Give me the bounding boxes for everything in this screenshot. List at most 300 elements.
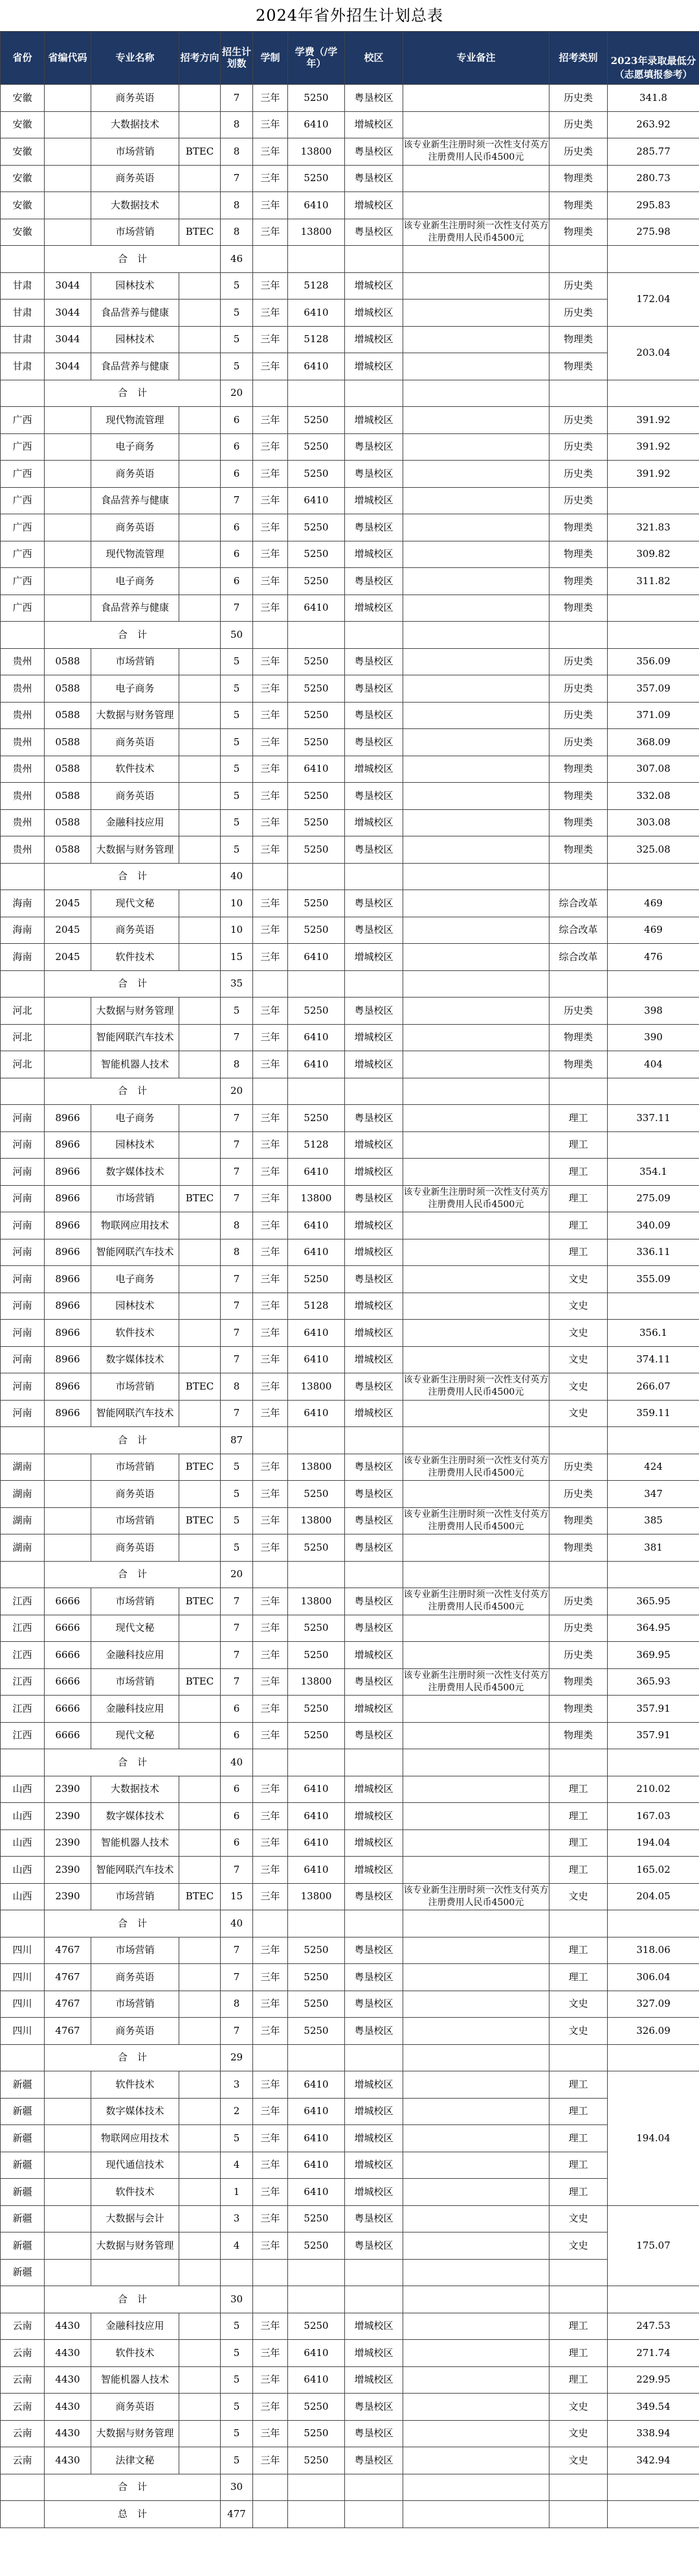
fee-cell: 6410: [288, 2340, 345, 2367]
subtotal-label: 合 计: [45, 2044, 221, 2071]
remark-cell: [403, 2152, 549, 2179]
score-cell: 476: [608, 944, 699, 971]
province-cell: 新疆: [1, 2232, 45, 2260]
direction-cell: [179, 2232, 221, 2260]
campus-cell: 增城校区: [345, 1239, 403, 1266]
direction-cell: [179, 1937, 221, 1964]
major-cell: 数字媒体技术: [91, 1346, 179, 1373]
grand-total-label: 总 计: [45, 2501, 221, 2528]
fee-cell: 13800: [288, 1588, 345, 1615]
major-cell: 大数据技术: [91, 111, 179, 138]
years-cell: 三年: [253, 165, 288, 192]
fee-cell: 5250: [288, 1722, 345, 1749]
fee-cell: 5250: [288, 836, 345, 864]
major-cell: 商务英语: [91, 165, 179, 192]
fee-cell: 5128: [288, 1131, 345, 1159]
table-row: [1, 944, 699, 971]
years-cell: 三年: [253, 809, 288, 836]
plan-cell: 5: [221, 2420, 253, 2447]
fee-cell: 5250: [288, 1937, 345, 1964]
major-cell: 市场营销: [91, 1373, 179, 1401]
plan-cell: 6: [221, 541, 253, 568]
province-cell: 山西: [1, 1776, 45, 1803]
empty-cell: [288, 1427, 345, 1454]
code-cell: 6666: [45, 1615, 91, 1642]
category-cell: 理工: [549, 1964, 608, 1991]
major-cell: 大数据与财务管理: [91, 2232, 179, 2260]
direction-cell: [179, 461, 221, 488]
remark-cell: [403, 1937, 549, 1964]
subtotal-label: 合 计: [45, 622, 221, 649]
empty-cell: [253, 1078, 288, 1105]
direction-cell: [179, 2394, 221, 2421]
empty-cell: [608, 1749, 699, 1776]
code-cell: 2045: [45, 917, 91, 944]
years-cell: 三年: [253, 1131, 288, 1159]
table-row: [1, 2071, 699, 2099]
header-category: 招考类别: [549, 32, 608, 85]
empty-cell: [403, 2501, 549, 2528]
score-cell: 337.11: [608, 1105, 699, 1132]
table-row: [1, 595, 699, 622]
remark-cell: [403, 192, 549, 219]
plan-cell: 5: [221, 783, 253, 810]
remark-cell: [403, 944, 549, 971]
code-cell: 8966: [45, 1373, 91, 1401]
category-cell: 历史类: [549, 998, 608, 1025]
major-cell: 智能机器人技术: [91, 2366, 179, 2394]
code-cell: [45, 2179, 91, 2206]
table-row: [1, 2098, 699, 2125]
major-cell: 智能网联汽车技术: [91, 1024, 179, 1051]
table-row: [1, 1964, 699, 1991]
province-cell: 安徽: [1, 138, 45, 166]
years-cell: 三年: [253, 2098, 288, 2125]
table-row: [1, 2152, 699, 2179]
direction-cell: [179, 1293, 221, 1320]
remark-cell: [403, 809, 549, 836]
direction-cell: [179, 890, 221, 917]
direction-cell: [179, 1266, 221, 1293]
province-cell: 河南: [1, 1159, 45, 1186]
plan-cell: 1: [221, 2179, 253, 2206]
remark-cell: [403, 514, 549, 541]
direction-cell: BTEC: [179, 1185, 221, 1212]
code-cell: [45, 433, 91, 461]
province-cell: 广西: [1, 407, 45, 434]
plan-cell: 8: [221, 192, 253, 219]
campus-cell: 粤垦校区: [345, 165, 403, 192]
category-cell: 理工: [549, 1212, 608, 1239]
code-cell: 2390: [45, 1883, 91, 1910]
years-cell: 三年: [253, 487, 288, 514]
empty-cell: [608, 2474, 699, 2501]
province-cell: 新疆: [1, 2152, 45, 2179]
table-row: [1, 1857, 699, 1884]
score-cell: 266.07: [608, 1373, 699, 1401]
remark-cell: [403, 1534, 549, 1562]
direction-cell: [179, 1857, 221, 1884]
remark-cell: [403, 2420, 549, 2447]
major-cell: 金融科技应用: [91, 2313, 179, 2340]
table-row: [1, 1024, 699, 1051]
code-cell: 8966: [45, 1159, 91, 1186]
major-cell: 园林技术: [91, 326, 179, 353]
campus-cell: 粤垦校区: [345, 1266, 403, 1293]
major-cell: 大数据与财务管理: [91, 2420, 179, 2447]
code-cell: 8966: [45, 1239, 91, 1266]
campus-cell: 增城校区: [345, 1400, 403, 1427]
fee-cell: 5250: [288, 783, 345, 810]
table-row: [1, 2340, 699, 2367]
category-cell: 文史: [549, 2205, 608, 2232]
years-cell: 三年: [253, 890, 288, 917]
years-cell: 三年: [253, 138, 288, 166]
category-cell: 文史: [549, 2232, 608, 2260]
direction-cell: [179, 2313, 221, 2340]
plan-cell: 5: [221, 2340, 253, 2367]
subtotal-value: 40: [221, 1749, 253, 1776]
score-cell: 404: [608, 1051, 699, 1078]
campus-cell: 增城校区: [345, 2313, 403, 2340]
remark-cell: [403, 998, 549, 1025]
province-cell: 广西: [1, 433, 45, 461]
direction-cell: [179, 1024, 221, 1051]
plan-cell: 3: [221, 2205, 253, 2232]
category-cell: 物理类: [549, 595, 608, 622]
plan-cell: 6: [221, 514, 253, 541]
major-cell: 市场营销: [91, 1454, 179, 1481]
fee-cell: 5250: [288, 998, 345, 1025]
empty-cell: [403, 1561, 549, 1588]
score-cell: 172.04: [608, 272, 699, 326]
major-cell: 电子商务: [91, 433, 179, 461]
category-cell: 理工: [549, 1239, 608, 1266]
subtotal-label: 合 计: [45, 246, 221, 273]
remark-cell: [403, 85, 549, 112]
campus-cell: 粤垦校区: [345, 1534, 403, 1562]
direction-cell: [179, 2259, 221, 2286]
campus-cell: 粤垦校区: [345, 1105, 403, 1132]
remark-cell: [403, 2340, 549, 2367]
major-cell: 大数据与财务管理: [91, 998, 179, 1025]
empty-cell: [253, 1749, 288, 1776]
plan-cell: 15: [221, 1883, 253, 1910]
major-cell: 现代物流管理: [91, 541, 179, 568]
table-row: [1, 1266, 699, 1293]
province-cell: 海南: [1, 944, 45, 971]
years-cell: 三年: [253, 2394, 288, 2421]
plan-cell: 7: [221, 1131, 253, 1159]
remark-cell: [403, 1266, 549, 1293]
plan-cell: 5: [221, 326, 253, 353]
years-cell: 三年: [253, 326, 288, 353]
direction-cell: [179, 595, 221, 622]
empty-cell: [608, 622, 699, 649]
province-cell: 河南: [1, 1293, 45, 1320]
remark-cell: [403, 1131, 549, 1159]
campus-cell: 粤垦校区: [345, 1373, 403, 1401]
code-cell: 8966: [45, 1131, 91, 1159]
table-row: [1, 1051, 699, 1078]
table-row: [1, 2125, 699, 2152]
years-cell: 三年: [253, 85, 288, 112]
years-cell: 三年: [253, 1668, 288, 1696]
category-cell: 文史: [549, 1883, 608, 1910]
empty-cell: [345, 2474, 403, 2501]
table-row: [1, 1829, 699, 1857]
score-cell: 364.95: [608, 1615, 699, 1642]
code-cell: 2390: [45, 1776, 91, 1803]
campus-cell: 粤垦校区: [345, 2394, 403, 2421]
direction-cell: [179, 514, 221, 541]
empty-cell: [345, 1561, 403, 1588]
empty-cell: [549, 2501, 608, 2528]
empty-cell: [549, 622, 608, 649]
empty-cell: [345, 2286, 403, 2313]
empty-cell: [608, 2501, 699, 2528]
years-cell: 三年: [253, 1615, 288, 1642]
fee-cell: 5250: [288, 1105, 345, 1132]
plan-cell: 5: [221, 1534, 253, 1562]
fee-cell: 5250: [288, 1991, 345, 2018]
fee-cell: 5250: [288, 568, 345, 595]
category-cell: 综合改革: [549, 944, 608, 971]
score-cell: 295.83: [608, 192, 699, 219]
major-cell: 市场营销: [91, 1991, 179, 2018]
campus-cell: 粤垦校区: [345, 1668, 403, 1696]
province-cell: [1, 1910, 45, 1937]
empty-cell: [403, 380, 549, 407]
table-row: [1, 729, 699, 756]
province-cell: 新疆: [1, 2179, 45, 2206]
table-row: [1, 2232, 699, 2260]
category-cell: 理工: [549, 1185, 608, 1212]
category-cell: 理工: [549, 1776, 608, 1803]
campus-cell: 粤垦校区: [345, 1937, 403, 1964]
campus-cell: 增城校区: [345, 2071, 403, 2099]
score-cell: 469: [608, 917, 699, 944]
plan-cell: 7: [221, 1668, 253, 1696]
score-cell: 311.82: [608, 568, 699, 595]
code-cell: 0588: [45, 809, 91, 836]
code-cell: [45, 219, 91, 246]
score-cell: 369.95: [608, 1642, 699, 1669]
code-cell: [45, 165, 91, 192]
remark-cell: [403, 1615, 549, 1642]
score-cell: 336.11: [608, 1239, 699, 1266]
remark-cell: 该专业新生注册时须一次性支付英方注册费用人民币4500元: [403, 1454, 549, 1481]
major-cell: 食品营养与健康: [91, 300, 179, 327]
remark-cell: [403, 1642, 549, 1669]
code-cell: 3044: [45, 326, 91, 353]
major-cell: 食品营养与健康: [91, 353, 179, 380]
years-cell: 三年: [253, 2018, 288, 2045]
category-cell: 物理类: [549, 836, 608, 864]
code-cell: 6666: [45, 1668, 91, 1696]
category-cell: [549, 2259, 608, 2286]
direction-cell: [179, 1239, 221, 1266]
code-cell: [45, 1534, 91, 1562]
remark-cell: [403, 272, 549, 300]
major-cell: 软件技术: [91, 1320, 179, 1347]
grand-total-value: 477: [221, 2501, 253, 2528]
empty-cell: [288, 622, 345, 649]
fee-cell: 6410: [288, 1776, 345, 1803]
empty-cell: [403, 1078, 549, 1105]
table-row: [1, 433, 699, 461]
years-cell: 三年: [253, 2447, 288, 2474]
fee-cell: 5250: [288, 2313, 345, 2340]
fee-cell: 13800: [288, 1185, 345, 1212]
campus-cell: 粤垦校区: [345, 702, 403, 729]
province-cell: [1, 2474, 45, 2501]
score-cell: 340.09: [608, 1212, 699, 1239]
code-cell: [45, 85, 91, 112]
code-cell: 2390: [45, 1857, 91, 1884]
years-cell: 三年: [253, 192, 288, 219]
years-cell: 三年: [253, 2125, 288, 2152]
empty-cell: [253, 1561, 288, 1588]
campus-cell: 粤垦校区: [345, 514, 403, 541]
empty-cell: [345, 2501, 403, 2528]
plan-cell: 7: [221, 1588, 253, 1615]
province-cell: [1, 380, 45, 407]
plan-cell: 8: [221, 1051, 253, 1078]
province-cell: 贵州: [1, 675, 45, 703]
plan-cell: [221, 2259, 253, 2286]
subtotal-row: [1, 2286, 699, 2313]
empty-cell: [403, 1749, 549, 1776]
table-row: [1, 1105, 699, 1132]
province-cell: 山西: [1, 1803, 45, 1830]
code-cell: [45, 2152, 91, 2179]
campus-cell: 粤垦校区: [345, 1454, 403, 1481]
major-cell: 智能网联汽车技术: [91, 1400, 179, 1427]
score-cell: 204.05: [608, 1883, 699, 1910]
score-cell: 391.92: [608, 407, 699, 434]
major-cell: [91, 2259, 179, 2286]
code-cell: [45, 2125, 91, 2152]
category-cell: 历史类: [549, 487, 608, 514]
major-cell: 园林技术: [91, 272, 179, 300]
direction-cell: [179, 1776, 221, 1803]
table-row: [1, 1776, 699, 1803]
category-cell: 物理类: [549, 353, 608, 380]
subtotal-label: 合 计: [45, 1427, 221, 1454]
remark-cell: [403, 326, 549, 353]
code-cell: [45, 2259, 91, 2286]
fee-cell: 5128: [288, 1293, 345, 1320]
province-cell: 甘肃: [1, 272, 45, 300]
major-cell: 市场营销: [91, 1588, 179, 1615]
header-plan: 招生计划数: [221, 32, 253, 85]
category-cell: 历史类: [549, 1454, 608, 1481]
years-cell: 三年: [253, 2420, 288, 2447]
major-cell: 现代文秘: [91, 1615, 179, 1642]
code-cell: [45, 2205, 91, 2232]
major-cell: 金融科技应用: [91, 809, 179, 836]
score-cell: 280.73: [608, 165, 699, 192]
code-cell: 2390: [45, 1829, 91, 1857]
campus-cell: 粤垦校区: [345, 1722, 403, 1749]
empty-cell: [288, 246, 345, 273]
fee-cell: 5250: [288, 2420, 345, 2447]
years-cell: 三年: [253, 595, 288, 622]
remark-cell: 该专业新生注册时须一次性支付英方注册费用人民币4500元: [403, 1588, 549, 1615]
direction-cell: [179, 407, 221, 434]
fee-cell: 13800: [288, 1668, 345, 1696]
plan-cell: 3: [221, 2071, 253, 2099]
plan-cell: 5: [221, 648, 253, 675]
table-row: [1, 756, 699, 783]
years-cell: 三年: [253, 944, 288, 971]
empty-cell: [345, 622, 403, 649]
province-cell: 云南: [1, 2366, 45, 2394]
table-row: [1, 2394, 699, 2421]
years-cell: 三年: [253, 219, 288, 246]
remark-cell: [403, 729, 549, 756]
category-cell: 综合改革: [549, 917, 608, 944]
plan-cell: 5: [221, 1481, 253, 1508]
fee-cell: 6410: [288, 1239, 345, 1266]
direction-cell: [179, 165, 221, 192]
campus-cell: 粤垦校区: [345, 2232, 403, 2260]
code-cell: 4430: [45, 2447, 91, 2474]
table-row: [1, 138, 699, 166]
province-cell: 四川: [1, 2018, 45, 2045]
code-cell: 2390: [45, 1803, 91, 1830]
direction-cell: [179, 702, 221, 729]
direction-cell: [179, 2098, 221, 2125]
remark-cell: [403, 541, 549, 568]
score-cell: 355.09: [608, 1266, 699, 1293]
plan-cell: 7: [221, 1964, 253, 1991]
score-cell: 175.07: [608, 2205, 699, 2286]
province-cell: 新疆: [1, 2071, 45, 2099]
years-cell: 三年: [253, 2366, 288, 2394]
major-cell: 数字媒体技术: [91, 1803, 179, 1830]
fee-cell: 5250: [288, 702, 345, 729]
province-cell: 甘肃: [1, 300, 45, 327]
empty-cell: [288, 1561, 345, 1588]
plan-cell: 8: [221, 219, 253, 246]
major-cell: 现代文秘: [91, 890, 179, 917]
subtotal-row: [1, 970, 699, 998]
province-cell: 安徽: [1, 192, 45, 219]
score-cell: 356.09: [608, 648, 699, 675]
campus-cell: 增城校区: [345, 1829, 403, 1857]
campus-cell: 增城校区: [345, 1024, 403, 1051]
campus-cell: 粤垦校区: [345, 1481, 403, 1508]
code-cell: 6666: [45, 1588, 91, 1615]
table-row: [1, 2259, 699, 2286]
campus-cell: 粤垦校区: [345, 461, 403, 488]
plan-cell: 6: [221, 1696, 253, 1723]
province-cell: 安徽: [1, 219, 45, 246]
years-cell: 三年: [253, 1803, 288, 1830]
direction-cell: [179, 272, 221, 300]
table-row: [1, 487, 699, 514]
fee-cell: 6410: [288, 353, 345, 380]
remark-cell: [403, 675, 549, 703]
plan-cell: 6: [221, 1803, 253, 1830]
plan-cell: 8: [221, 111, 253, 138]
years-cell: 三年: [253, 1829, 288, 1857]
province-cell: 湖南: [1, 1507, 45, 1534]
direction-cell: [179, 1481, 221, 1508]
years-cell: 三年: [253, 2205, 288, 2232]
